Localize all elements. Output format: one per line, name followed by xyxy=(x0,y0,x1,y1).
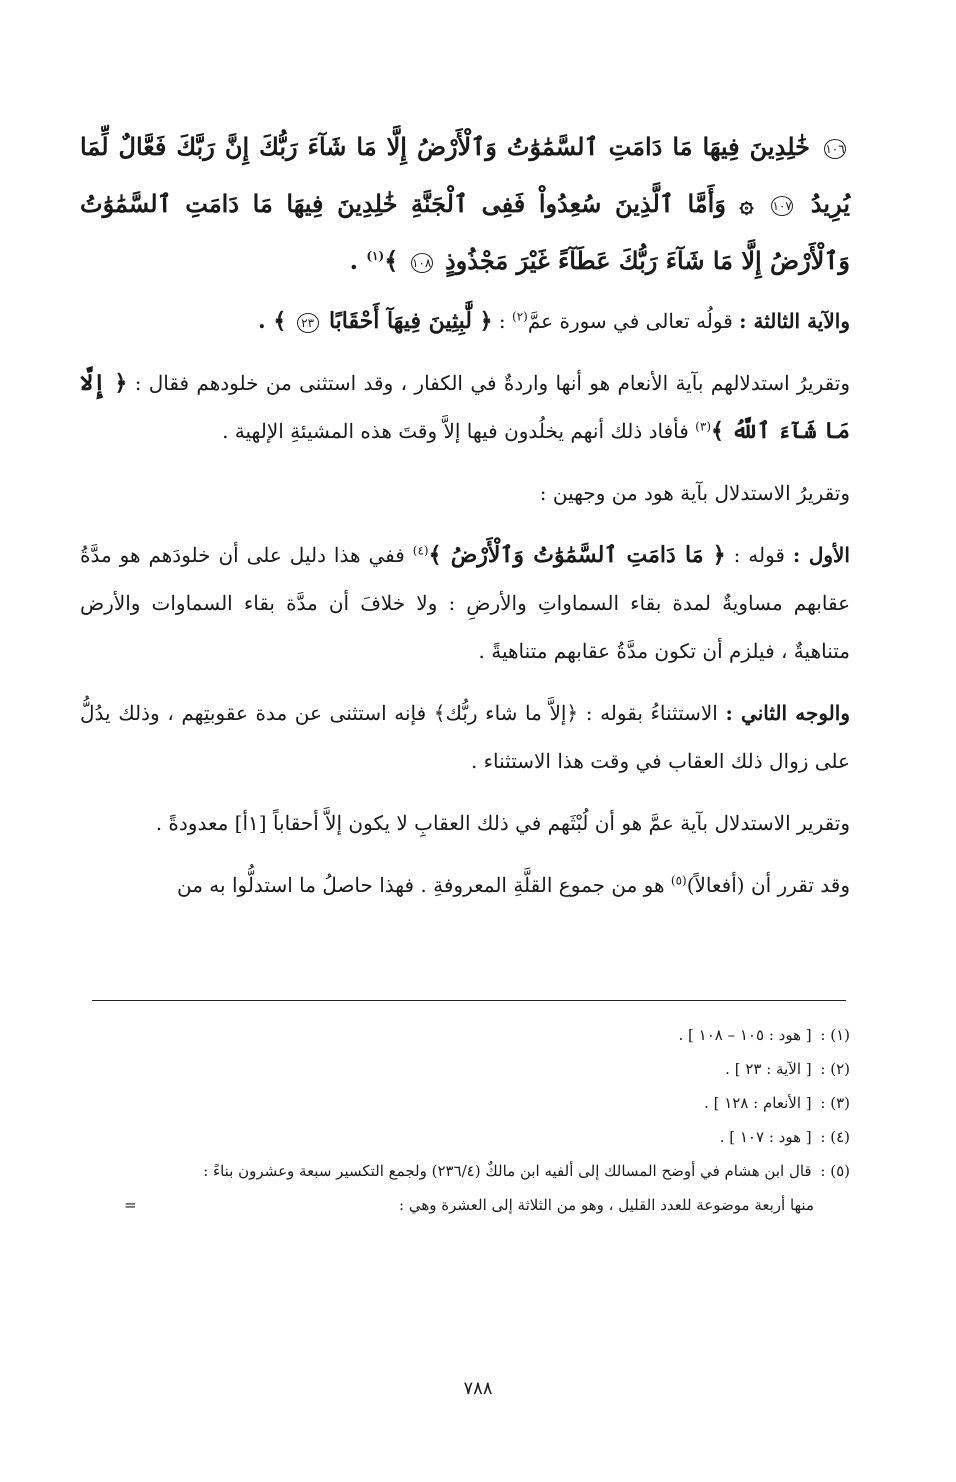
quran-end-dot: . xyxy=(349,246,358,275)
continuation-mark: = xyxy=(124,1196,137,1214)
paragraph-third-verse xyxy=(80,297,850,345)
lead-second: والوجه الثاني : xyxy=(725,701,850,725)
paragraph-first xyxy=(80,531,850,675)
last-text-2: هو من جموع القلَّةِ المعروفةِ . فهذا حاصلُ ما استدلُّوا به من xyxy=(177,873,665,897)
quran-inline-anam: ﴿ إِلَّا مَا شَآءَ ٱللَّهُ ﴾ xyxy=(80,370,850,444)
second-text: الاستثناءُ بقوله : ﴿إلاَّ ما شاء ربُّك﴾ فإنه استثنى عن مدة عقوبتِهم ، وذلك يدُلُّ على زوال ذلك العقاب في وقت هذا الاستثناء . xyxy=(80,701,850,773)
footnote-2 xyxy=(80,1052,850,1086)
footnote-ref-2: (٢) xyxy=(512,309,528,324)
footnote-ref-1: (١) xyxy=(366,249,385,263)
first-text-2: ففي هذا دليل على أن خلودَهم هو مدَّةُ عقابهم مساويةٌ لمدة بقاء السماواتِ والأرضِ : ولا خلافَ أن مدَّة بقاء السماوات والأرض متناهيةٌ ، فيلزم أن تكون مدَّةُ عقابهم متناهيةً . xyxy=(80,543,850,663)
footnote-ref-3: (٣) xyxy=(695,419,711,434)
paragraph-amma xyxy=(80,799,850,847)
quran-inline-close: ﴾ . xyxy=(258,308,287,334)
third-verse-colon: : xyxy=(498,309,506,333)
quran-line-1: خَٰلِدِينَ فِيهَا مَا دَامَتِ ٱلسَّمَٰوَٰتُ وَٱلْأَرْضُ إِلَّا مَا شَآءَ رَبُّكَ إِنَّ رَبَّكَ فَعَّالٌ xyxy=(118,132,810,161)
quran-inline-hud: ﴿ مَا دَامَتِ ٱلسَّمَٰوَٰتُ وَٱلْأَرْضُ ﴾ xyxy=(428,542,726,568)
footnote-5-continued xyxy=(80,1188,850,1222)
manuscript-marker: [١أ] xyxy=(234,811,267,835)
paragraph-hud-intro xyxy=(80,469,850,517)
ayah-number-107: ١٠٧ xyxy=(771,196,793,216)
ayah-number-106: ١٠٦ xyxy=(824,139,846,159)
last-text-1: وقد تقرر أن (أفعالاً) xyxy=(686,873,850,897)
body-text xyxy=(80,118,850,909)
footnote-number: (٣) : xyxy=(820,1094,850,1112)
footnote-text: [ هود : ١٠٥ – ١٠٨ ] . xyxy=(678,1026,812,1044)
footnote-4 xyxy=(80,1120,850,1154)
ayah-number-108: ١٠٨ xyxy=(411,253,433,273)
footnote-ref-5: (٥) xyxy=(670,873,687,888)
main-text xyxy=(80,118,850,923)
footnote-1 xyxy=(80,1018,850,1052)
footnote-text: [ الآية : ٢٣ ] . xyxy=(725,1060,812,1078)
ayah-number-23: ٢٣ xyxy=(297,313,319,333)
quran-inline-ahqaba: ﴿ لَّٰبِثِينَ فِيهَآ أَحْقَابًا xyxy=(328,308,493,334)
footnote-ref-4: (٤) xyxy=(412,543,429,558)
footnote-number: (١) : xyxy=(820,1026,850,1044)
footnote-number: (٢) : xyxy=(820,1060,850,1078)
footnote-3 xyxy=(80,1086,850,1120)
footnote-text: [ هود : ١٠٧ ] . xyxy=(719,1128,812,1146)
amma-text-2: معدودةً . xyxy=(155,811,229,835)
footnotes xyxy=(80,1018,850,1222)
quran-close-bracket: ﴾ xyxy=(384,246,399,275)
footnote-continuation-text: منها أربعة موضوعة للعدد القليل ، وهو من الثلاثة إلى العشرة وهي : xyxy=(399,1196,814,1214)
quran-line-2a: لِّمَا يُرِيدُ xyxy=(80,132,850,218)
footnote-number: (٥) : xyxy=(820,1162,850,1180)
page-number: ٧٨٨ xyxy=(463,1378,493,1399)
third-verse-text: قولُه تعالى في سورة عمَّ xyxy=(527,309,733,333)
paragraph-last xyxy=(80,861,850,909)
quran-passage xyxy=(80,118,850,289)
footnote-divider xyxy=(92,1000,846,1001)
anam-text-1: وتقريرُ استدلالهم بآية الأنعام هو أنها واردةٌ في الكفار ، وقد استثنى من خلودهم فقال : xyxy=(134,371,851,395)
lead-third-verse: والآية الثالثة : xyxy=(739,309,850,333)
paragraph-second xyxy=(80,689,850,785)
anam-text-2: فأفاد ذلك أنهم يخلُدون فيها إلاَّ وقتَ هذه المشيئةِ الإلهية . xyxy=(222,419,689,443)
quran-line-2b: ۞ وَأَمَّا ٱلَّذِينَ سُعِدُواْ فَفِى ٱلْجَنَّةِ خَٰلِدِينَ فِيهَا مَا دَامَتِ ٱلسَّمَٰوَٰتُ وَٱلْأَرْضُ إِلَّا مَا شَآءَ رَبُّكَ عَطَآءً غَيْرَ مَجْذُوذٍ xyxy=(80,189,850,275)
first-text-1: قوله : xyxy=(733,543,785,567)
paragraph-anam xyxy=(80,359,850,455)
hud-intro-text: وتقريرُ الاستدلال بآية هود من وجهين : xyxy=(539,481,850,505)
amma-text: وتقرير الاستدلال بآية عمَّ هو أن لُبْثَهم في ذلك العقابِ لا يكون إلاَّ أحقاباً xyxy=(272,811,850,835)
footnote-number: (٤) : xyxy=(820,1128,850,1146)
lead-first: الأول : xyxy=(792,543,850,567)
footnote-5 xyxy=(80,1154,850,1188)
footnote-text: [ الأنعام : ١٢٨ ] . xyxy=(704,1094,812,1112)
footnote-text: قال ابن هشام في أوضح المسالك إلى ألفيه ابن مالكٌ (٢٣٦/٤) ولجمع التكسير سبعة وعشرون بناءً : xyxy=(203,1162,812,1180)
